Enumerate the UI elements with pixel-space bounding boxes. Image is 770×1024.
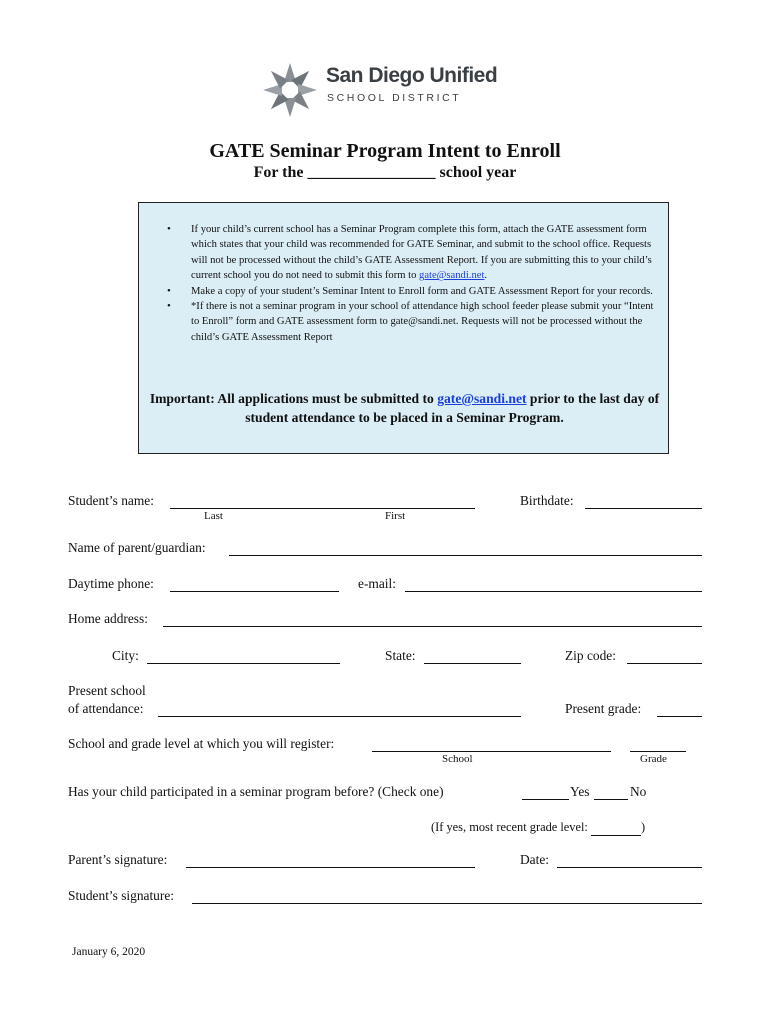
instructions-box <box>138 202 669 454</box>
instruction-item <box>163 284 663 299</box>
state-label: State: <box>385 648 416 663</box>
grade-caption: Grade <box>640 753 667 765</box>
email-link[interactable]: gate@sandi.net <box>419 270 485 282</box>
email-field[interactable] <box>405 591 702 592</box>
revision-date: January 6, 2020 <box>72 946 146 958</box>
daytime-phone-label: Daytime phone: <box>68 576 154 591</box>
instruction-text: If your child’s current school has a Seminar Program complete this form, attach the GATE assessment form which states that your child was recommended for GATE Seminar, and submit to the school office. Requests will not be processed without the child’s GATE Assessment Report. If you are submitting this to your child’s current school you do not need to submit this form to <box>191 224 652 282</box>
date-field[interactable] <box>557 867 702 868</box>
parent-name-field[interactable] <box>229 555 702 556</box>
state-field[interactable] <box>424 663 521 664</box>
present-school-label: Present school <box>68 683 146 698</box>
student-signature-label: Student’s signature: <box>68 888 174 903</box>
instructions-list <box>163 222 663 345</box>
birthdate-field[interactable] <box>585 508 702 509</box>
instruction-item <box>163 222 663 284</box>
present-grade-field[interactable] <box>657 716 702 717</box>
first-name-caption: First <box>385 510 406 522</box>
date-label: Date: <box>520 852 549 867</box>
student-signature-field[interactable] <box>192 903 702 904</box>
parent-signature-label: Parent’s signature: <box>68 852 168 867</box>
no-checkbox-line[interactable] <box>594 799 628 800</box>
important-text: prior to the last day of student attendance to be placed in a Seminar Program. <box>245 391 660 425</box>
important-email-link[interactable]: gate@sandi.net <box>437 391 527 406</box>
important-notice <box>145 389 664 427</box>
present-school-label-2: of attendance: <box>68 701 144 716</box>
instruction-text: . <box>484 270 488 282</box>
school-year-line: For the ________________ school year <box>253 164 517 181</box>
star-logo-icon <box>262 62 318 118</box>
no-option[interactable]: No <box>630 784 647 799</box>
zip-code-field[interactable] <box>627 663 702 664</box>
recent-grade-row <box>431 820 645 836</box>
email-label: e-mail: <box>358 576 396 591</box>
register-label: School and grade level at which you will register: <box>68 736 335 751</box>
parent-name-label: Name of parent/guardian: <box>68 540 206 555</box>
yes-checkbox-line[interactable] <box>522 799 569 800</box>
logo-subtitle: SCHOOL DISTRICT <box>327 92 462 104</box>
recent-grade-field[interactable] <box>591 820 641 836</box>
birthdate-label: Birthdate: <box>520 493 574 508</box>
instruction-text: *If there is not a seminar program in your school of attendance high school feeder please submit your “Intent to Enroll” form and GATE assessment form to gate@sandi.net. Requests will not be processed without the child’s GATE Assessment Report <box>191 301 654 343</box>
instruction-text: Make a copy of your student’s Seminar Intent to Enroll form and GATE Assessment Report for your records. <box>191 285 653 297</box>
recent-grade-label: (If yes, most recent grade level: <box>431 820 591 834</box>
instruction-item <box>163 299 663 345</box>
city-field[interactable] <box>147 663 340 664</box>
zip-code-label: Zip code: <box>565 648 616 663</box>
register-grade-field[interactable] <box>630 751 686 752</box>
student-name-field[interactable] <box>170 508 475 509</box>
last-name-caption: Last <box>204 510 223 522</box>
daytime-phone-field[interactable] <box>170 591 339 592</box>
logo-name: San Diego Unified <box>326 64 498 87</box>
present-grade-label: Present grade: <box>565 701 642 716</box>
register-school-field[interactable] <box>372 751 611 752</box>
home-address-label: Home address: <box>68 611 148 626</box>
parent-signature-field[interactable] <box>186 867 475 868</box>
school-caption: School <box>442 753 473 765</box>
district-logo <box>262 62 502 118</box>
page-title: GATE Seminar Program Intent to Enroll <box>209 140 561 162</box>
student-name-label: Student’s name: <box>68 493 154 508</box>
important-text: Important: All applications must be submitted to <box>149 391 438 406</box>
seminar-question: Has your child participated in a seminar program before? (Check one) <box>68 784 444 799</box>
present-school-field[interactable] <box>158 716 521 717</box>
home-address-field[interactable] <box>163 626 702 627</box>
city-label: City: <box>112 648 139 663</box>
recent-grade-close: ) <box>640 820 646 834</box>
yes-option[interactable]: Yes <box>570 784 590 799</box>
